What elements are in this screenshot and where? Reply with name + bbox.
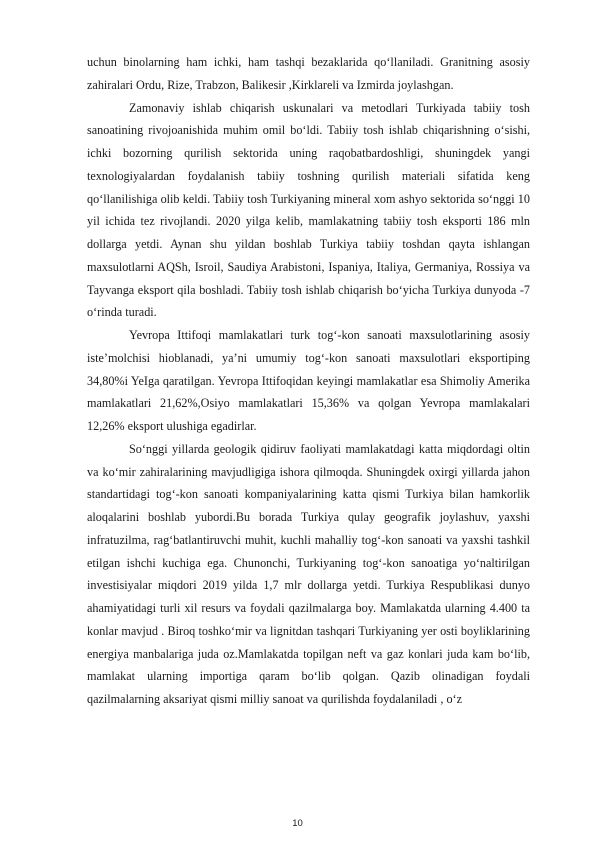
paragraph-modern-production: Zamonaviy ishlab chiqarish uskunalari va metodlari Turkiyada tabiiy tosh sanoatining rivojoanishida muhim omil bo‘ldi. Tabiiy tosh ishlab chiqarishning o‘sishi, ichki bozorning qurilish sektorida uning raqobatbardoshligi, shuningdek yangi texnologiyalardan foydalanish tabiiy toshning qurilish materiali sifatida keng qo‘llanilishiga olib keldi. Tabiiy tosh Turkiyaning mineral xom ashyo sektorida so‘nggi 10 yil ichida tez rivojlandi. 2020 yilga kelib, mamlakatning tabiiy tosh eksporti 186 mln dollarga yetdi. Aynan shu yildan boshlab Turkiya tabiiy toshdan qayta ishlangan maxsulotlarni AQSh, Isroil, Saudiya Arabistoni, Ispaniya, Italiya, Germaniya, Rossiya va Tayvanga eksport qila boshladi. Tabiiy tosh ishlab chiqarish bo‘yicha Turkiya dunyoda -7 o‘rinda turadi.: [87, 100, 530, 320]
body-text: [87, 51, 530, 711]
paragraph-geological-exploration: So‘nggi yillarda geologik qidiruv faoliyati mamlakatdagi katta miqdordagi oltin va ko‘mir zahiralarining mavjudligiga ishora qilmoqda. Shuningdek oxirgi yillarda jahon standartidagi tog‘-kon sanoati kompaniyalarining katta qismi Turkiya bilan hamkorlik aloqalarini boshlab yubordi.Bu borada Turkiya qulay geografik joylashuv, yaxshi infratuzilma, rag‘batlantiruvchi muhit, kuchli mahalliy tog‘-kon sanoati va yaxshi tashkil etilgan ishchi kuchiga ega. Chunonchi, Turkiyaning tog‘-kon sanoatiga yo‘naltirilgan investisiyalar miqdori 2019 yilda 1,7 mlr dollarga yetdi. Turkiya Respublikasi dunyo ahamiyatidagi turli xil resurs va foydali qazilmalarga boy. Mamlakatda ularning 4.400 ta konlar mavjud . Biroq toshko‘mir va lignitdan tashqari Turkiyaning yer osti boyliklarining energiya manbalariga juda oz.Mamlakatda topilgan neft va gaz konlari juda kam bo‘lib, mamlakat ularning importiga qaram bo‘lib qolgan. Qazib olinadigan foydali qazilmalarning aksariyat qismi milliy sanoat va qurilishda foydalaniladi , o‘z: [87, 441, 530, 706]
page-number: 10: [292, 818, 303, 829]
paragraph-continued: uchun binolarning ham ichki, ham tashqi bezaklarida qo‘llaniladi. Granitning asosiy zahiralari Ordu, Rize, Trabzon, Balikesir ,Kirklareli va Izmirda joylashgan.: [87, 55, 530, 92]
paragraph-european-union: Yevropa Ittifoqi mamlakatlari turk tog‘-kon sanoati maxsulotlarining asosiy iste’molchisi hioblanadi, ya’ni umumiy tog‘-kon sanoati maxsulotlari eksportiping 34,80%i YeIga qaratilgan. Yevropa Ittifoqidan keyingi mamlakatlar esa Shimoliy Amerika mamlakatlari 21,62%,Osiyo mamlakatlari 15,36% va qolgan Yevropa mamlakalari 12,26% eksport ulushiga egadirlar.: [87, 328, 530, 433]
